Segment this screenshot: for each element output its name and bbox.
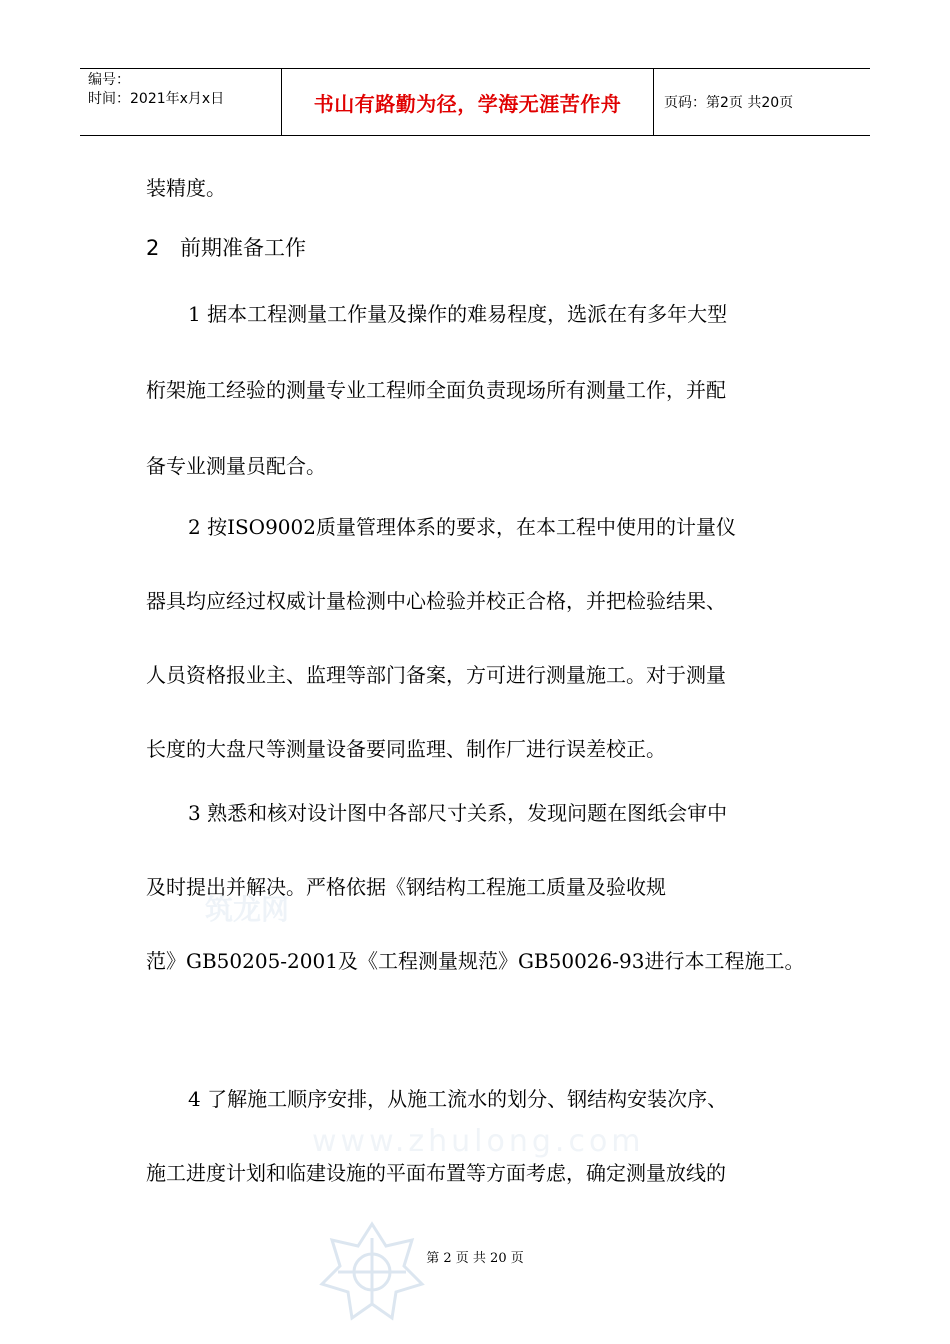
body-line: 2 按ISO9002质量管理体系的要求，在本工程中使用的计量仪 [188, 515, 736, 539]
section-number: 2 [146, 236, 160, 260]
body-line: 及时提出并解决。严格依据《钢结构工程施工质量及验收规 [146, 875, 666, 899]
header-meta-cell [80, 69, 282, 135]
body-line: 人员资格报业主、监理等部门备案，方可进行测量施工。对于测量 [146, 663, 726, 687]
motto-text: 书山有路勤为径，学海无涯苦作舟 [313, 91, 622, 116]
page-info: 页码：第2页 共20页 [664, 95, 794, 111]
body-line: 备专业测量员配合。 [146, 454, 326, 478]
body-line: 施工进度计划和临建设施的平面布置等方面考虑，确定测量放线的 [146, 1161, 726, 1185]
time-label: 时间：2021年x月x日 [88, 91, 225, 107]
body-line: 器具均应经过权威计量检测中心检验并校正合格，并把检验结果、 [146, 589, 726, 613]
header-page-cell [654, 69, 870, 135]
number-label: 编号： [88, 72, 130, 88]
header-motto-cell [282, 69, 654, 135]
section-title: 前期准备工作 [180, 236, 306, 260]
body-line: 范》GB50205-2001及《工程测量规范》GB50026-93进行本工程施工。 [146, 949, 805, 973]
watermark-url: www.zhulong.com [312, 1124, 645, 1159]
section-heading [146, 232, 306, 262]
body-line: 1 据本工程测量工作量及操作的难易程度，选派在有多年大型 [188, 302, 728, 326]
watermark-logo-icon [318, 1218, 426, 1326]
page-header [80, 68, 870, 136]
page-footer: 第 2 页 共 20 页 [426, 1251, 524, 1266]
body-line: 3 熟悉和核对设计图中各部尺寸关系，发现问题在图纸会审中 [188, 801, 728, 825]
body-line: 长度的大盘尺等测量设备要同监理、制作厂进行误差校正。 [146, 737, 666, 761]
body-line: 桁架施工经验的测量专业工程师全面负责现场所有测量工作，并配 [146, 378, 726, 402]
body-line: 装精度。 [146, 176, 226, 200]
body-line: 4 了解施工顺序安排，从施工流水的划分、钢结构安装次序、 [188, 1087, 728, 1111]
watermark-text: 筑龙网 [205, 893, 290, 926]
